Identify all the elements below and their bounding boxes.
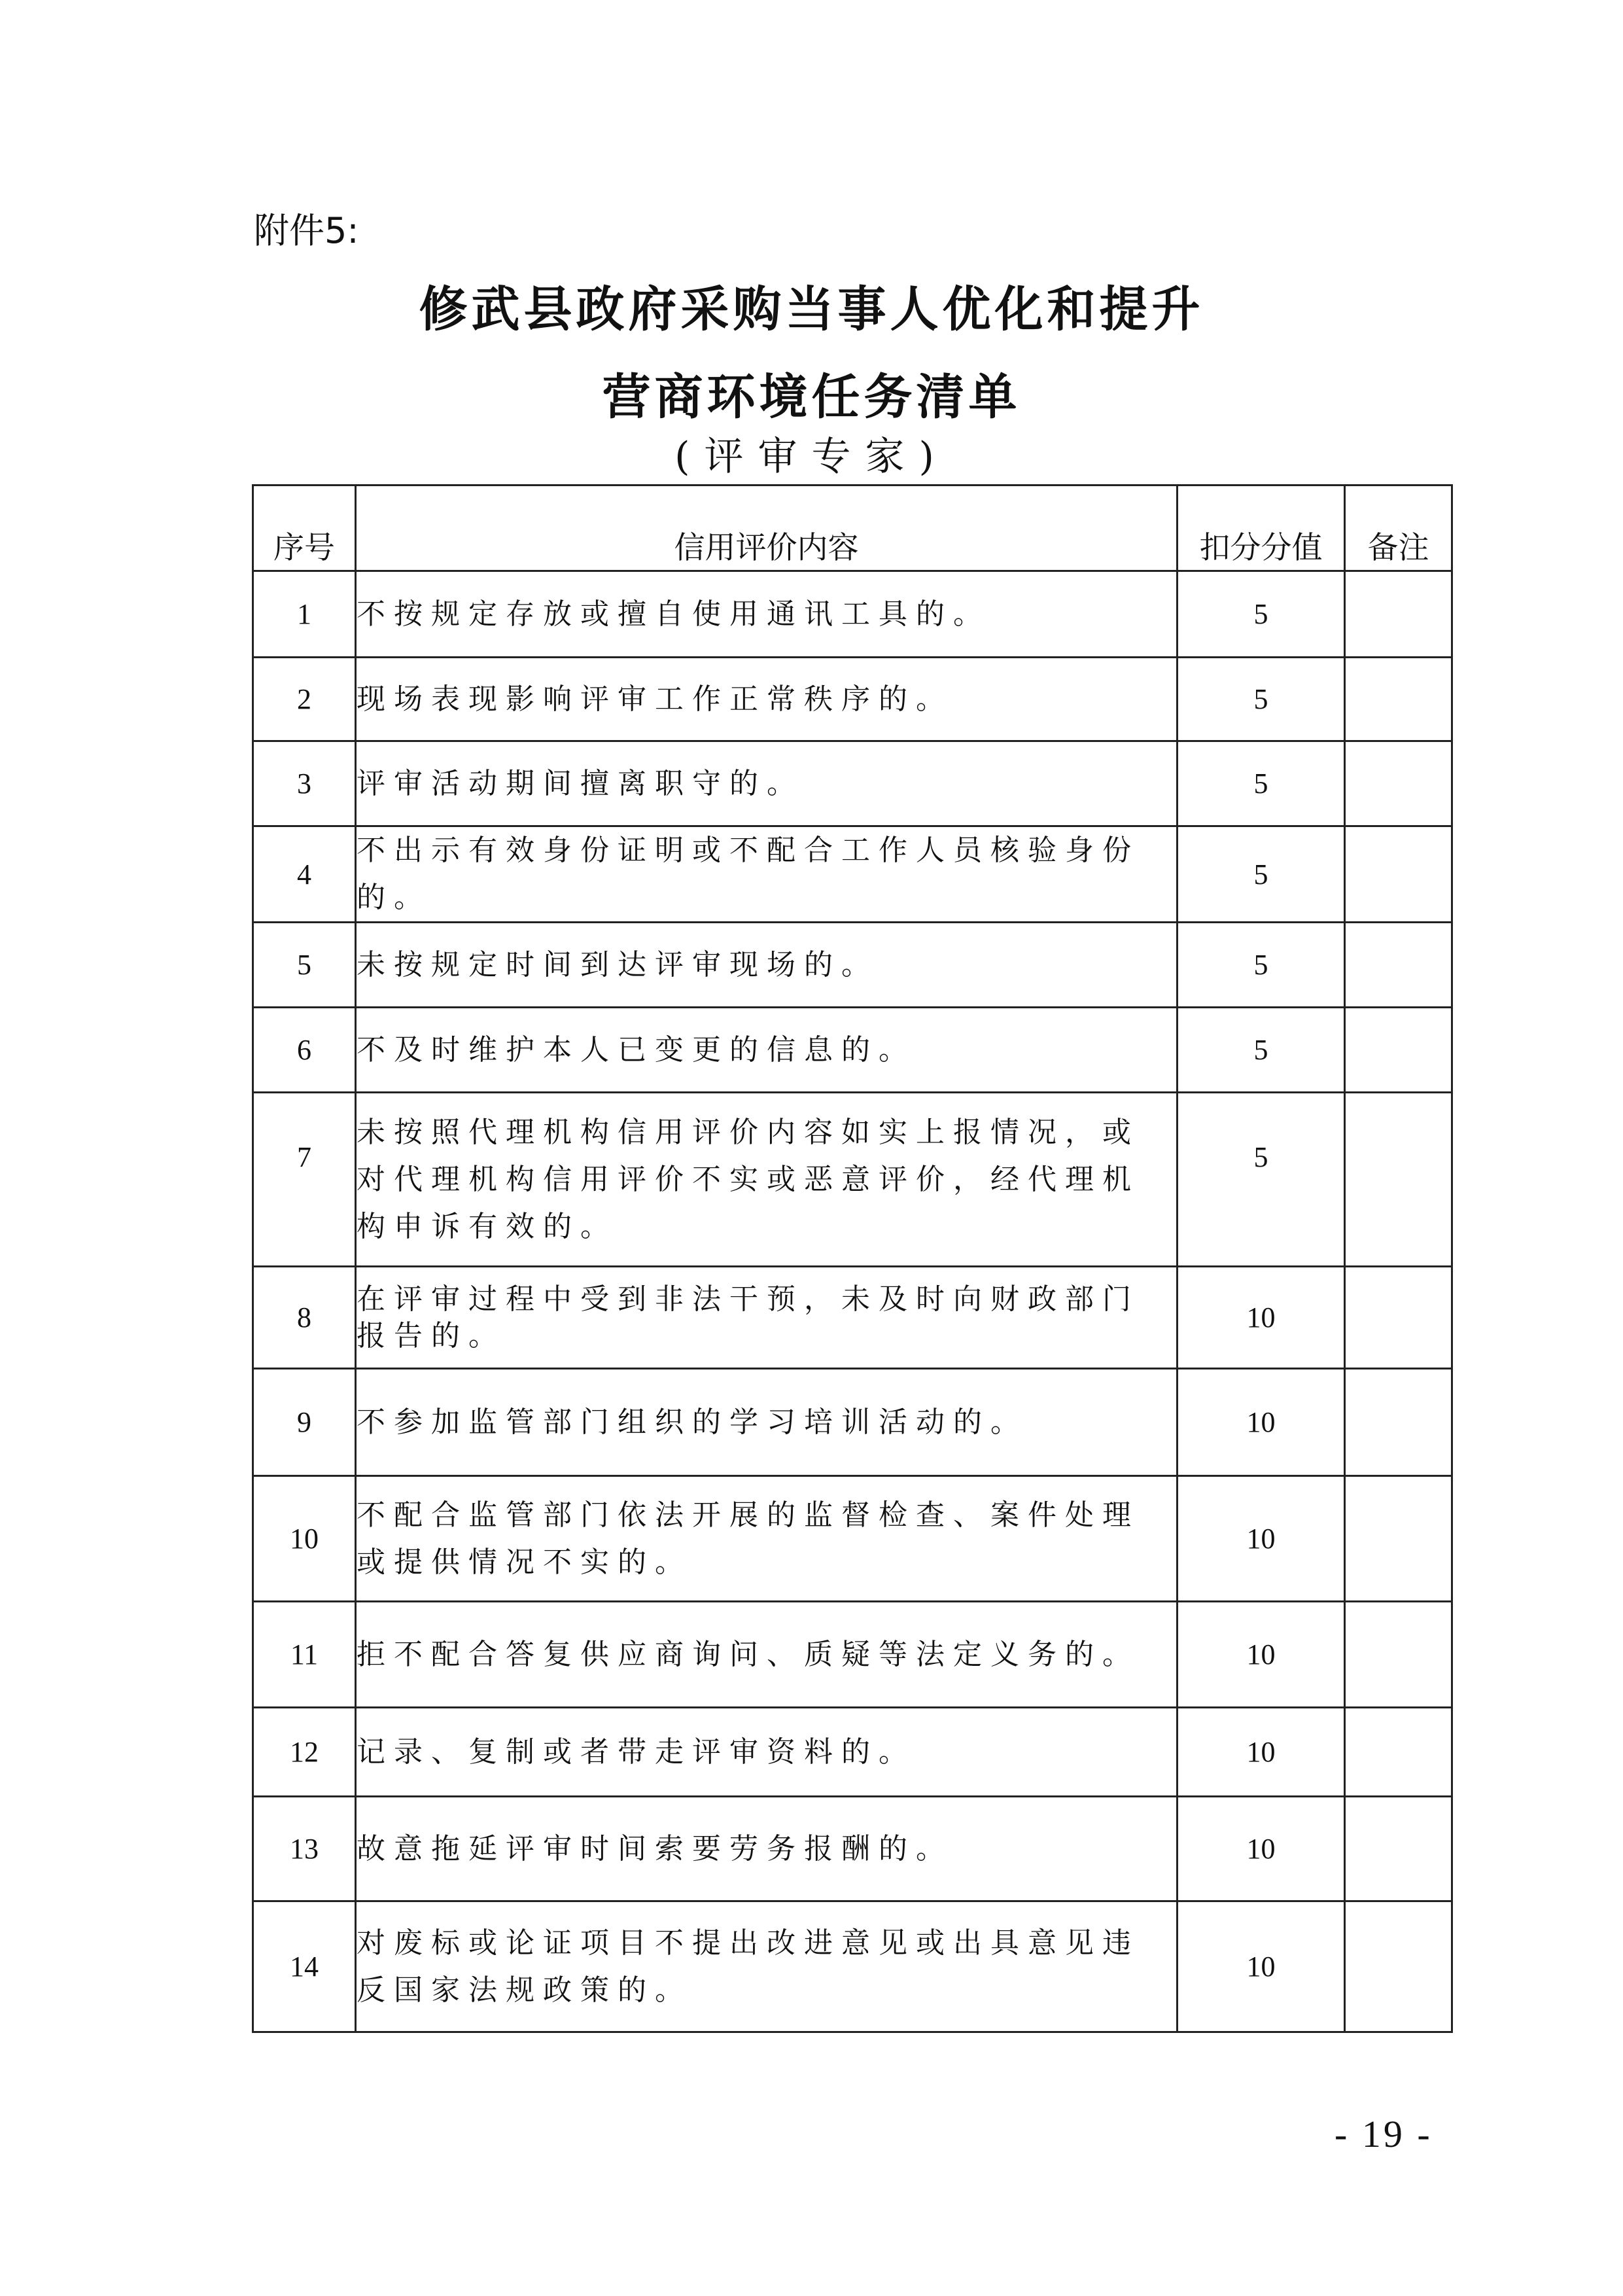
table-row <box>253 826 1452 923</box>
row-number: 3 <box>253 741 356 826</box>
table-row <box>253 1797 1452 1901</box>
row-note <box>1345 571 1452 658</box>
row-score: 5 <box>1178 571 1345 658</box>
row-number: 6 <box>253 1008 356 1093</box>
table-header-row <box>253 486 1452 571</box>
row-content: 记录、复制或者带走评审资料的。 <box>356 1708 1178 1797</box>
row-score: 10 <box>1178 1901 1345 2032</box>
row-number: 9 <box>253 1369 356 1476</box>
row-content: 未按规定时间到达评审现场的。 <box>356 923 1178 1008</box>
row-note <box>1345 1901 1452 2032</box>
row-note <box>1345 1797 1452 1901</box>
table-row <box>253 1008 1452 1093</box>
row-score: 5 <box>1178 1093 1345 1267</box>
row-note <box>1345 1476 1452 1602</box>
credit-evaluation-table <box>252 484 1453 2033</box>
row-number: 11 <box>253 1602 356 1708</box>
table-row <box>253 1093 1452 1267</box>
row-number: 7 <box>253 1093 356 1267</box>
table-row <box>253 1602 1452 1708</box>
row-note <box>1345 658 1452 741</box>
page-number: - 19 - <box>1335 2113 1433 2155</box>
row-score: 5 <box>1178 658 1345 741</box>
row-content: 不出示有效身份证明或不配合工作人员核验身份的。 <box>356 826 1178 923</box>
row-score: 5 <box>1178 923 1345 1008</box>
row-number: 4 <box>253 826 356 923</box>
column-header-score: 扣分分值 <box>1178 486 1345 571</box>
row-score: 5 <box>1178 1008 1345 1093</box>
row-number: 14 <box>253 1901 356 2032</box>
row-note <box>1345 1267 1452 1369</box>
row-score: 5 <box>1178 826 1345 923</box>
row-note <box>1345 1708 1452 1797</box>
row-score: 5 <box>1178 741 1345 826</box>
row-content: 评审活动期间擅离职守的。 <box>356 741 1178 826</box>
row-content: 对废标或论证项目不提出改进意见或出具意见违反国家法规政策的。 <box>356 1901 1178 2032</box>
row-note <box>1345 923 1452 1008</box>
row-score: 10 <box>1178 1797 1345 1901</box>
row-content: 故意拖延评审时间索要劳务报酬的。 <box>356 1797 1178 1901</box>
row-number: 10 <box>253 1476 356 1602</box>
row-note <box>1345 1602 1452 1708</box>
row-score: 10 <box>1178 1476 1345 1602</box>
column-header-note: 备注 <box>1345 486 1452 571</box>
row-number: 8 <box>253 1267 356 1369</box>
document-title-line-1: 修武县政府采购当事人优化和提升 <box>419 281 1204 338</box>
row-number: 12 <box>253 1708 356 1797</box>
row-content: 拒不配合答复供应商询问、质疑等法定义务的。 <box>356 1602 1178 1708</box>
row-score: 10 <box>1178 1708 1345 1797</box>
row-note <box>1345 1008 1452 1093</box>
table-row <box>253 1901 1452 2032</box>
row-score: 10 <box>1178 1369 1345 1476</box>
row-note <box>1345 826 1452 923</box>
row-number: 13 <box>253 1797 356 1901</box>
table-row <box>253 571 1452 658</box>
column-header-content: 信用评价内容 <box>356 486 1178 571</box>
row-note <box>1345 741 1452 826</box>
row-number: 1 <box>253 571 356 658</box>
row-score: 10 <box>1178 1267 1345 1369</box>
table-row <box>253 658 1452 741</box>
row-number: 2 <box>253 658 356 741</box>
table-row <box>253 741 1452 826</box>
row-score: 10 <box>1178 1602 1345 1708</box>
document-subtitle: (评审专家) <box>674 434 949 480</box>
document-title-line-2: 营商环境任务清单 <box>602 369 1021 425</box>
row-content: 不按规定存放或擅自使用通讯工具的。 <box>356 571 1178 658</box>
table-row <box>253 1476 1452 1602</box>
table-row <box>253 923 1452 1008</box>
table-row <box>253 1708 1452 1797</box>
row-content: 在评审过程中受到非法干预，未及时向财政部门报告的。 <box>356 1267 1178 1369</box>
attachment-label: 附件5: <box>254 210 359 251</box>
table-row <box>253 1267 1452 1369</box>
row-content: 现场表现影响评审工作正常秩序的。 <box>356 658 1178 741</box>
row-content: 不配合监管部门依法开展的监督检查、案件处理或提供情况不实的。 <box>356 1476 1178 1602</box>
table-row <box>253 1369 1452 1476</box>
row-content: 不及时维护本人已变更的信息的。 <box>356 1008 1178 1093</box>
row-content: 未按照代理机构信用评价内容如实上报情况，或对代理机构信用评价不实或恶意评价，经代理机构申诉有效的。 <box>356 1093 1178 1267</box>
row-note <box>1345 1093 1452 1267</box>
row-note <box>1345 1369 1452 1476</box>
row-content: 不参加监管部门组织的学习培训活动的。 <box>356 1369 1178 1476</box>
column-header-number: 序号 <box>253 486 356 571</box>
row-number: 5 <box>253 923 356 1008</box>
